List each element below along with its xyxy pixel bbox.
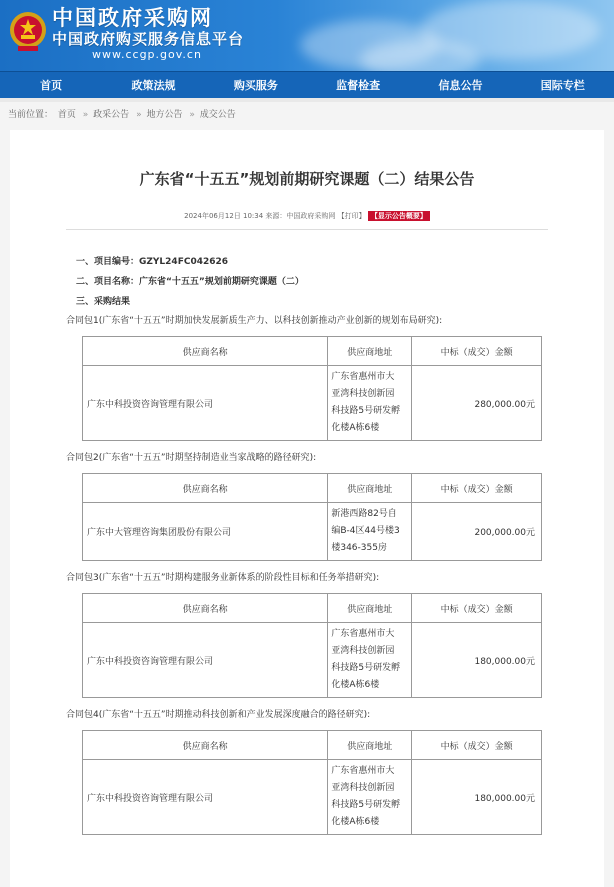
supplier-address xyxy=(328,760,412,835)
breadcrumb-separator: » xyxy=(82,110,89,120)
project-name: 二、项目名称：广东省“十五五”规划前期研究课题（二） xyxy=(76,277,304,287)
address-line: 楼346-355房 xyxy=(331,543,387,553)
site-title: 中国政府采购网 xyxy=(52,6,213,30)
table-header: 供应商名称 xyxy=(83,731,328,760)
breadcrumb-item-policy[interactable]: 政采公告 xyxy=(93,110,130,120)
table-header: 中标（成交）金额 xyxy=(412,731,542,760)
address-line: 广东省惠州市大 xyxy=(331,766,395,776)
result-table xyxy=(82,336,542,441)
breadcrumb-item-local[interactable]: 地方公告 xyxy=(146,110,183,120)
package-caption: 合同包3(广东省“十五五”时期构建服务业新体系的阶段性目标和任务举措研究): xyxy=(66,573,380,583)
address-line: 新港西路82号自 xyxy=(331,509,397,519)
supplier-name: 广东中科投资咨询管理有限公司 xyxy=(83,366,328,441)
award-amount: 180,000.00元 xyxy=(412,760,542,835)
nav-item-services[interactable]: 购买服务 xyxy=(233,79,278,92)
article-meta xyxy=(10,211,604,221)
article-meta-text: 2024年06月12日 10:34 来源：中国政府采购网 【打印】 xyxy=(184,212,366,220)
breadcrumb-prefix: 当前位置： xyxy=(8,110,54,120)
supplier-address xyxy=(328,623,412,698)
main-nav xyxy=(0,71,614,98)
breadcrumb-separator: » xyxy=(189,110,195,120)
table-header: 供应商地址 xyxy=(328,337,412,366)
nav-item-international[interactable]: 国际专栏 xyxy=(540,79,585,92)
table-row xyxy=(83,760,542,835)
breadcrumb-separator: » xyxy=(136,110,142,120)
site-url: www.ccgp.gov.cn xyxy=(92,48,202,61)
supplier-address xyxy=(328,503,412,561)
table-header: 中标（成交）金额 xyxy=(412,337,542,366)
result-table xyxy=(82,593,542,698)
address-line: 化楼A栋6楼 xyxy=(331,817,380,827)
nav-item-announcements[interactable]: 信息公告 xyxy=(438,79,483,92)
address-line: 亚湾科技创新园 xyxy=(331,646,395,656)
result-table xyxy=(82,473,542,561)
package-caption: 合同包4(广东省“十五五”时期推动科技创新和产业发展深度融合的路径研究): xyxy=(66,710,371,720)
supplier-name: 广东中科投资咨询管理有限公司 xyxy=(83,760,328,835)
address-line: 亚湾科技创新园 xyxy=(331,783,395,793)
article-body xyxy=(10,252,604,835)
table-header: 供应商名称 xyxy=(83,474,328,503)
package-caption: 合同包1(广东省“十五五”时期加快发展新质生产力、以科技创新推动产业创新的规划布局研究): xyxy=(66,316,443,326)
address-line: 亚湾科技创新园 xyxy=(331,389,395,399)
title-divider xyxy=(66,229,548,230)
address-line: 编B-4区44号楼3 xyxy=(331,526,400,536)
table-row xyxy=(83,366,542,441)
table-row xyxy=(83,503,542,561)
table-header: 中标（成交）金额 xyxy=(412,474,542,503)
supplier-name: 广东中大管理咨询集团股份有限公司 xyxy=(83,503,328,561)
table-header: 供应商地址 xyxy=(328,731,412,760)
address-line: 化楼A栋6楼 xyxy=(331,423,380,433)
nav-item-supervision[interactable]: 监督检查 xyxy=(336,79,381,92)
supplier-name: 广东中科投资咨询管理有限公司 xyxy=(83,623,328,698)
breadcrumb-item-deal[interactable]: 成交公告 xyxy=(199,110,236,120)
project-number: 一、项目编号：GZYL24FC042626 xyxy=(76,257,229,267)
address-line: 广东省惠州市大 xyxy=(331,372,395,382)
table-header: 供应商名称 xyxy=(83,594,328,623)
award-amount: 180,000.00元 xyxy=(412,623,542,698)
package-caption: 合同包2(广东省“十五五”时期坚持制造业当家战略的路径研究): xyxy=(66,453,317,463)
address-line: 科技路5号研发孵 xyxy=(331,406,401,416)
procurement-result-heading: 三、采购结果 xyxy=(76,297,131,307)
award-amount: 200,000.00元 xyxy=(412,503,542,561)
site-subtitle: 中国政府购买服务信息平台 xyxy=(52,30,245,48)
article-card xyxy=(10,130,604,887)
address-line: 科技路5号研发孵 xyxy=(331,663,401,673)
address-line: 化楼A栋6楼 xyxy=(331,680,380,690)
result-table xyxy=(82,730,542,835)
national-emblem-icon xyxy=(8,8,48,54)
address-line: 广东省惠州市大 xyxy=(331,629,395,639)
show-summary-button[interactable]: 【显示公告概要】 xyxy=(368,211,430,221)
package-list xyxy=(66,312,584,835)
table-header: 供应商地址 xyxy=(328,474,412,503)
nav-item-policy[interactable]: 政策法规 xyxy=(131,79,176,92)
article-title: 广东省“十五五”规划前期研究课题（二）结果公告 xyxy=(139,170,475,188)
breadcrumb xyxy=(0,102,614,128)
site-banner xyxy=(0,0,614,71)
table-header: 供应商名称 xyxy=(83,337,328,366)
table-header: 中标（成交）金额 xyxy=(412,594,542,623)
nav-item-home[interactable]: 首页 xyxy=(40,79,63,92)
breadcrumb-item-home[interactable]: 首页 xyxy=(57,110,76,120)
table-header: 供应商地址 xyxy=(328,594,412,623)
address-line: 科技路5号研发孵 xyxy=(331,800,401,810)
award-amount: 280,000.00元 xyxy=(412,366,542,441)
table-row xyxy=(83,623,542,698)
supplier-address xyxy=(328,366,412,441)
